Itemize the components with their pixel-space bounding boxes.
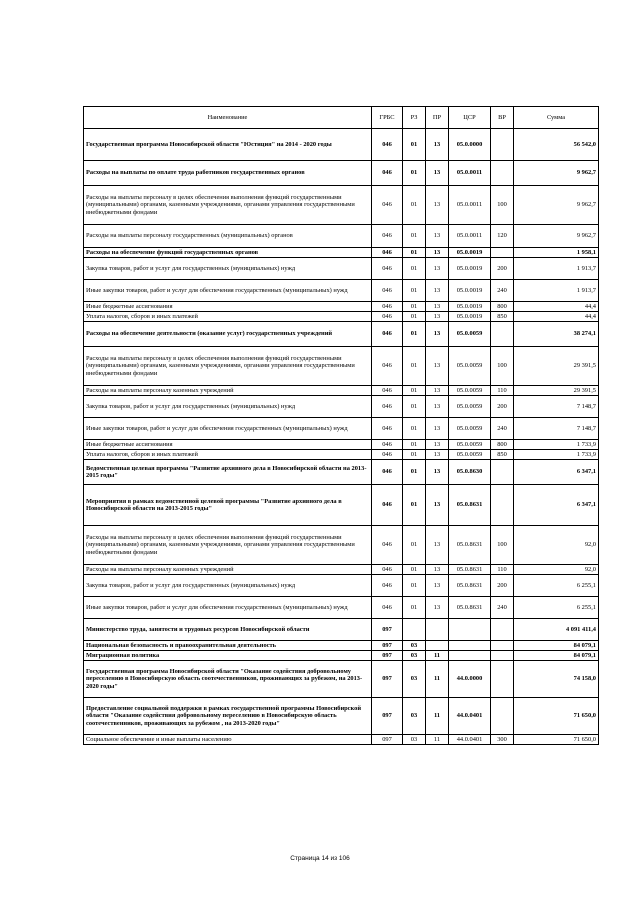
table-row xyxy=(84,302,599,312)
cell-name: Мероприятия в рамках ведомственной целевой программы "Развитие архивного дела в Новосибирской области на 2013-2015 годы" xyxy=(84,485,372,526)
cell-grbs: 046 xyxy=(372,161,403,186)
cell-vr: 200 xyxy=(491,396,514,418)
table-row xyxy=(84,641,599,651)
cell-rz: 01 xyxy=(403,526,426,565)
cell-grbs: 046 xyxy=(372,302,403,312)
cell-sum: 92,0 xyxy=(514,565,599,575)
table-row xyxy=(84,248,599,258)
cell-sum: 7 148,7 xyxy=(514,396,599,418)
cell-name: Расходы на выплаты персоналу в целях обеспечения выполнения функций государственными (муниципальными) органами, казенными учреждениями, органами управления государственными внебюджетными фондами xyxy=(84,526,372,565)
cell-vr: 100 xyxy=(491,526,514,565)
cell-rz: 01 xyxy=(403,248,426,258)
cell-sum: 1 733,9 xyxy=(514,450,599,460)
cell-rz: 01 xyxy=(403,225,426,248)
cell-grbs: 046 xyxy=(372,450,403,460)
cell-csr: 05.0.0059 xyxy=(449,347,491,386)
cell-name: Расходы на выплаты персоналу в целях обеспечения выполнения функций государственными (муниципальными) органами, казенными учреждениями, органами управления государственными внебюджетными фондами xyxy=(84,186,372,225)
cell-csr xyxy=(449,651,491,661)
cell-sum: 6 347,1 xyxy=(514,485,599,526)
header-vr: ВР xyxy=(491,107,514,129)
cell-pr: 13 xyxy=(426,280,449,302)
table-row xyxy=(84,129,599,161)
cell-pr: 13 xyxy=(426,225,449,248)
cell-csr: 05.0.0019 xyxy=(449,280,491,302)
cell-csr: 05.0.8630 xyxy=(449,460,491,485)
cell-vr: 800 xyxy=(491,302,514,312)
table-row xyxy=(84,651,599,661)
cell-sum: 38 274,1 xyxy=(514,322,599,347)
table-row xyxy=(84,575,599,597)
cell-csr: 05.0.0059 xyxy=(449,386,491,396)
cell-sum: 7 148,7 xyxy=(514,418,599,440)
cell-grbs: 046 xyxy=(372,186,403,225)
cell-grbs: 046 xyxy=(372,386,403,396)
cell-sum: 71 650,0 xyxy=(514,698,599,735)
cell-csr: 05.0.0019 xyxy=(449,312,491,322)
cell-name: Закупка товаров, работ и услуг для государственных (муниципальных) нужд xyxy=(84,258,372,280)
cell-grbs: 046 xyxy=(372,129,403,161)
table-row xyxy=(84,418,599,440)
cell-pr: 11 xyxy=(426,698,449,735)
cell-rz: 01 xyxy=(403,386,426,396)
cell-vr xyxy=(491,460,514,485)
cell-csr: 05.0.8631 xyxy=(449,575,491,597)
cell-rz: 01 xyxy=(403,186,426,225)
cell-name: Иные закупки товаров, работ и услуг для обеспечения государственных (муниципальных) нужд xyxy=(84,280,372,302)
table-row xyxy=(84,735,599,745)
cell-grbs: 046 xyxy=(372,485,403,526)
table-row xyxy=(84,225,599,248)
cell-pr: 13 xyxy=(426,565,449,575)
cell-csr: 44.0.0000 xyxy=(449,661,491,698)
cell-pr: 13 xyxy=(426,450,449,460)
cell-grbs: 046 xyxy=(372,347,403,386)
cell-pr xyxy=(426,641,449,651)
table-row xyxy=(84,661,599,698)
cell-name: Закупка товаров, работ и услуг для государственных (муниципальных) нужд xyxy=(84,575,372,597)
cell-csr: 05.0.0019 xyxy=(449,302,491,312)
header-pr: ПР xyxy=(426,107,449,129)
cell-grbs: 046 xyxy=(372,565,403,575)
table-row xyxy=(84,386,599,396)
cell-pr xyxy=(426,619,449,641)
cell-csr: 05.0.8631 xyxy=(449,565,491,575)
cell-grbs: 046 xyxy=(372,248,403,258)
cell-grbs: 097 xyxy=(372,698,403,735)
cell-sum: 92,0 xyxy=(514,526,599,565)
table-row xyxy=(84,460,599,485)
cell-name: Социальное обеспечение и иные выплаты населению xyxy=(84,735,372,745)
cell-pr: 13 xyxy=(426,186,449,225)
table-row xyxy=(84,280,599,302)
header-rz: РЗ xyxy=(403,107,426,129)
cell-sum: 74 158,0 xyxy=(514,661,599,698)
cell-csr: 05.0.0019 xyxy=(449,258,491,280)
cell-grbs: 046 xyxy=(372,575,403,597)
header-sum: Сумма xyxy=(514,107,599,129)
cell-sum: 6 255,1 xyxy=(514,575,599,597)
cell-csr: 05.0.0019 xyxy=(449,248,491,258)
cell-sum: 4 091 411,4 xyxy=(514,619,599,641)
cell-pr: 13 xyxy=(426,386,449,396)
cell-grbs: 097 xyxy=(372,735,403,745)
cell-rz: 01 xyxy=(403,302,426,312)
cell-name: Расходы на выплаты по оплате труда работников государственных органов xyxy=(84,161,372,186)
cell-sum: 1 913,7 xyxy=(514,258,599,280)
cell-name: Расходы на обеспечение деятельности (оказание услуг) государственных учреждений xyxy=(84,322,372,347)
cell-pr: 13 xyxy=(426,418,449,440)
cell-grbs: 046 xyxy=(372,312,403,322)
cell-sum: 84 079,1 xyxy=(514,651,599,661)
header-csr: ЦСР xyxy=(449,107,491,129)
cell-name: Миграционная политика xyxy=(84,651,372,661)
cell-csr: 05.0.0059 xyxy=(449,322,491,347)
cell-grbs: 046 xyxy=(372,526,403,565)
budget-table xyxy=(83,106,599,745)
cell-csr: 05.0.8631 xyxy=(449,485,491,526)
cell-vr: 100 xyxy=(491,347,514,386)
cell-vr xyxy=(491,619,514,641)
table-row xyxy=(84,347,599,386)
cell-vr: 850 xyxy=(491,312,514,322)
cell-sum: 29 391,5 xyxy=(514,386,599,396)
cell-vr: 200 xyxy=(491,575,514,597)
cell-vr: 110 xyxy=(491,386,514,396)
cell-pr: 13 xyxy=(426,258,449,280)
cell-pr: 11 xyxy=(426,651,449,661)
cell-grbs: 046 xyxy=(372,597,403,619)
table-row xyxy=(84,565,599,575)
cell-pr: 13 xyxy=(426,161,449,186)
cell-grbs: 046 xyxy=(372,225,403,248)
cell-csr: 05.0.0059 xyxy=(449,440,491,450)
cell-rz: 01 xyxy=(403,450,426,460)
cell-csr: 05.0.0059 xyxy=(449,396,491,418)
cell-name: Министерство труда, занятости и трудовых ресурсов Новосибирской области xyxy=(84,619,372,641)
cell-csr: 05.0.0059 xyxy=(449,418,491,440)
cell-rz: 01 xyxy=(403,418,426,440)
cell-rz: 01 xyxy=(403,485,426,526)
cell-csr: 05.0.8631 xyxy=(449,526,491,565)
cell-rz: 01 xyxy=(403,347,426,386)
cell-csr: 05.0.0011 xyxy=(449,161,491,186)
cell-vr xyxy=(491,641,514,651)
cell-sum: 1 913,7 xyxy=(514,280,599,302)
header-grbs: ГРБС xyxy=(372,107,403,129)
cell-rz xyxy=(403,619,426,641)
cell-name: Расходы на обеспечение функций государственных органов xyxy=(84,248,372,258)
cell-pr: 13 xyxy=(426,575,449,597)
cell-name: Расходы на выплаты персоналу государственных (муниципальных) органов xyxy=(84,225,372,248)
cell-csr: 05.0.0000 xyxy=(449,129,491,161)
cell-grbs: 097 xyxy=(372,641,403,651)
table-row xyxy=(84,597,599,619)
cell-pr: 13 xyxy=(426,526,449,565)
cell-rz: 01 xyxy=(403,280,426,302)
cell-name: Государственная программа Новосибирской области "Оказание содействия добровольному переселению в Новосибирскую область соотечественников, проживающих за рубежом, на 2013-2020 годы" xyxy=(84,661,372,698)
cell-vr: 300 xyxy=(491,735,514,745)
cell-pr: 13 xyxy=(426,347,449,386)
cell-pr: 11 xyxy=(426,735,449,745)
cell-grbs: 097 xyxy=(372,661,403,698)
cell-sum: 6 255,1 xyxy=(514,597,599,619)
cell-sum: 44,4 xyxy=(514,302,599,312)
cell-vr: 100 xyxy=(491,186,514,225)
cell-rz: 01 xyxy=(403,312,426,322)
table-row xyxy=(84,485,599,526)
cell-rz: 01 xyxy=(403,258,426,280)
cell-name: Национальная безопасность и правоохранительная деятельность xyxy=(84,641,372,651)
page-number-footer: Страница 14 из 106 xyxy=(290,855,350,862)
table-row xyxy=(84,396,599,418)
cell-sum: 84 079,1 xyxy=(514,641,599,651)
cell-pr: 11 xyxy=(426,661,449,698)
cell-name: Расходы на выплаты персоналу в целях обеспечения выполнения функций государственными (муниципальными) органами, казенными учреждениями, органами управления государственными внебюджетными фондами xyxy=(84,347,372,386)
cell-pr: 13 xyxy=(426,312,449,322)
cell-csr: 44.0.0401 xyxy=(449,735,491,745)
table-row xyxy=(84,526,599,565)
table-row xyxy=(84,440,599,450)
cell-pr: 13 xyxy=(426,485,449,526)
cell-rz: 01 xyxy=(403,129,426,161)
table-row xyxy=(84,312,599,322)
table-row xyxy=(84,258,599,280)
cell-vr: 240 xyxy=(491,280,514,302)
cell-sum: 29 391,5 xyxy=(514,347,599,386)
cell-csr: 05.0.8631 xyxy=(449,597,491,619)
cell-vr xyxy=(491,661,514,698)
cell-rz: 03 xyxy=(403,651,426,661)
table-row xyxy=(84,186,599,225)
cell-pr: 13 xyxy=(426,597,449,619)
cell-rz: 03 xyxy=(403,641,426,651)
cell-name: Расходы на выплаты персоналу казенных учреждений xyxy=(84,386,372,396)
table-row xyxy=(84,322,599,347)
cell-vr: 240 xyxy=(491,418,514,440)
cell-pr: 13 xyxy=(426,396,449,418)
cell-grbs: 097 xyxy=(372,619,403,641)
cell-rz: 01 xyxy=(403,440,426,450)
cell-vr: 240 xyxy=(491,597,514,619)
cell-grbs: 046 xyxy=(372,396,403,418)
cell-pr: 13 xyxy=(426,248,449,258)
cell-pr: 13 xyxy=(426,322,449,347)
cell-pr: 13 xyxy=(426,129,449,161)
cell-rz: 01 xyxy=(403,597,426,619)
cell-sum: 9 962,7 xyxy=(514,161,599,186)
cell-name: Расходы на выплаты персоналу казенных учреждений xyxy=(84,565,372,575)
cell-rz: 01 xyxy=(403,396,426,418)
cell-rz: 01 xyxy=(403,460,426,485)
cell-name: Уплата налогов, сборов и иных платежей xyxy=(84,450,372,460)
cell-sum: 71 650,0 xyxy=(514,735,599,745)
cell-name: Иные закупки товаров, работ и услуг для обеспечения государственных (муниципальных) нужд xyxy=(84,418,372,440)
cell-name: Уплата налогов, сборов и иных платежей xyxy=(84,312,372,322)
cell-vr xyxy=(491,322,514,347)
cell-name: Государственная программа Новосибирской области "Юстиция" на 2014 - 2020 годы xyxy=(84,129,372,161)
cell-name: Ведомственная целевая программа "Развитие архивного дела в Новосибирской области на 2013-2015 годы" xyxy=(84,460,372,485)
cell-vr xyxy=(491,248,514,258)
cell-vr xyxy=(491,651,514,661)
cell-rz: 03 xyxy=(403,661,426,698)
table-header-row xyxy=(84,107,599,129)
table-row xyxy=(84,450,599,460)
cell-name: Иные бюджетные ассигнования xyxy=(84,440,372,450)
cell-sum: 56 542,0 xyxy=(514,129,599,161)
cell-rz: 01 xyxy=(403,161,426,186)
table-row xyxy=(84,161,599,186)
cell-pr: 13 xyxy=(426,440,449,450)
table-row xyxy=(84,619,599,641)
cell-name: Иные закупки товаров, работ и услуг для обеспечения государственных (муниципальных) нужд xyxy=(84,597,372,619)
cell-sum: 9 962,7 xyxy=(514,225,599,248)
cell-vr xyxy=(491,698,514,735)
cell-rz: 03 xyxy=(403,735,426,745)
cell-pr: 13 xyxy=(426,302,449,312)
cell-sum: 9 962,7 xyxy=(514,186,599,225)
cell-grbs: 046 xyxy=(372,418,403,440)
cell-grbs: 046 xyxy=(372,460,403,485)
cell-grbs: 046 xyxy=(372,280,403,302)
cell-sum: 1 733,9 xyxy=(514,440,599,450)
cell-csr: 05.0.0011 xyxy=(449,186,491,225)
cell-csr xyxy=(449,641,491,651)
cell-sum: 6 347,1 xyxy=(514,460,599,485)
cell-grbs: 046 xyxy=(372,258,403,280)
cell-sum: 44,4 xyxy=(514,312,599,322)
cell-vr: 120 xyxy=(491,225,514,248)
cell-csr: 44.0.0401 xyxy=(449,698,491,735)
cell-vr: 850 xyxy=(491,450,514,460)
cell-rz: 03 xyxy=(403,698,426,735)
cell-rz: 01 xyxy=(403,322,426,347)
cell-grbs: 046 xyxy=(372,322,403,347)
table-row xyxy=(84,698,599,735)
cell-grbs: 046 xyxy=(372,440,403,450)
cell-name: Иные бюджетные ассигнования xyxy=(84,302,372,312)
cell-name: Предоставление социальной поддержки в рамках государственной программы Новосибирской области "Оказание содействия добровольному переселению в Новосибирскую область соотечественников, проживающих за рубежом , на 2013-2020 годы" xyxy=(84,698,372,735)
cell-rz: 01 xyxy=(403,565,426,575)
cell-rz: 01 xyxy=(403,575,426,597)
cell-grbs: 097 xyxy=(372,651,403,661)
header-name: Наименование xyxy=(84,107,372,129)
table-body xyxy=(84,129,599,745)
cell-pr: 13 xyxy=(426,460,449,485)
cell-vr xyxy=(491,129,514,161)
cell-vr: 110 xyxy=(491,565,514,575)
cell-csr: 05.0.0059 xyxy=(449,450,491,460)
cell-vr xyxy=(491,161,514,186)
cell-vr xyxy=(491,485,514,526)
cell-sum: 1 958,1 xyxy=(514,248,599,258)
cell-csr: 05.0.0011 xyxy=(449,225,491,248)
cell-name: Закупка товаров, работ и услуг для государственных (муниципальных) нужд xyxy=(84,396,372,418)
cell-csr xyxy=(449,619,491,641)
cell-vr: 200 xyxy=(491,258,514,280)
cell-vr: 800 xyxy=(491,440,514,450)
